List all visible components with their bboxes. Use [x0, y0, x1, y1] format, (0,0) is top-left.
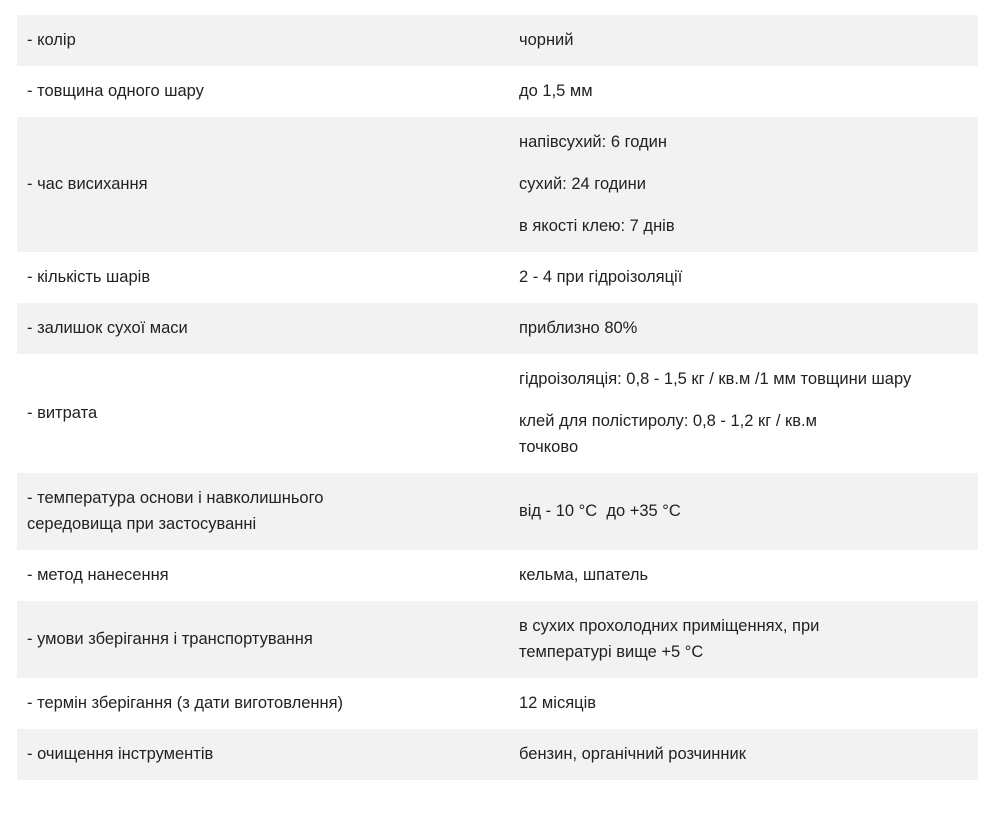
- spec-label: - товщина одного шару: [27, 82, 204, 100]
- spec-value: чорний: [519, 31, 574, 49]
- spec-label-cell: [17, 601, 519, 678]
- spec-label-cell: [17, 66, 519, 117]
- spec-value-cell: [519, 729, 978, 780]
- spec-label: - температура основи і навколишнього середовища при застосуванні: [27, 489, 324, 533]
- spec-label: - метод нанесення: [27, 566, 169, 584]
- spec-value-cell: [519, 66, 978, 117]
- spec-label-cell: [17, 354, 519, 473]
- spec-value: бензин, органічний розчинник: [519, 745, 746, 763]
- spec-label: - кількість шарів: [27, 268, 151, 286]
- spec-label-cell: [17, 252, 519, 303]
- spec-value-cell: [519, 117, 978, 252]
- specifications-table: [17, 15, 978, 780]
- spec-label-cell: [17, 15, 519, 66]
- spec-row-layer-count: [17, 252, 978, 303]
- spec-label: - час висихання: [27, 175, 148, 193]
- spec-value-cell: [519, 303, 978, 354]
- spec-row-drying-time: [17, 117, 978, 252]
- spec-row-color: [17, 15, 978, 66]
- spec-label: - термін зберігання (з дати виготовлення): [27, 694, 344, 712]
- spec-row-temperature: [17, 473, 978, 550]
- spec-value: гідроізоляція: 0,8 - 1,5 кг / кв.м /1 мм товщини шару: [519, 370, 912, 388]
- spec-row-consumption: [17, 354, 978, 473]
- spec-label: - очищення інструментів: [27, 745, 214, 763]
- spec-value: напівсухий: 6 годин: [519, 133, 668, 151]
- spec-label-cell: [17, 117, 519, 252]
- spec-label-cell: [17, 473, 519, 550]
- spec-value-cell: [519, 550, 978, 601]
- spec-value: кельма, шпатель: [519, 566, 649, 584]
- spec-value: в якості клею: 7 днів: [519, 217, 675, 235]
- spec-value: сухий: 24 години: [519, 175, 646, 193]
- spec-row-dry-residue: [17, 303, 978, 354]
- spec-value: приблизно 80%: [519, 319, 638, 337]
- spec-row-storage-conditions: [17, 601, 978, 678]
- spec-value-cell: [519, 252, 978, 303]
- spec-value-cell: [519, 678, 978, 729]
- spec-row-shelf-life: [17, 678, 978, 729]
- spec-label-cell: [17, 303, 519, 354]
- spec-label: - залишок сухої маси: [27, 319, 188, 337]
- spec-row-application-method: [17, 550, 978, 601]
- spec-row-layer-thickness: [17, 66, 978, 117]
- spec-value: в сухих прохолодних приміщеннях, при температурі вище +5 °C: [519, 617, 820, 661]
- spec-label: - витрата: [27, 404, 98, 422]
- spec-value: клей для полістиролу: 0,8 - 1,2 кг / кв.м точково: [519, 412, 817, 456]
- spec-value-cell: [519, 354, 978, 473]
- spec-value-cell: [519, 15, 978, 66]
- spec-value: до 1,5 мм: [519, 82, 593, 100]
- spec-value: 12 місяців: [519, 694, 597, 712]
- spec-row-tool-cleaning: [17, 729, 978, 780]
- spec-label: - колір: [27, 31, 76, 49]
- spec-value-cell: [519, 601, 978, 678]
- spec-label-cell: [17, 729, 519, 780]
- spec-label-cell: [17, 678, 519, 729]
- spec-value: від - 10 °C до +35 °C: [519, 502, 681, 520]
- spec-label-cell: [17, 550, 519, 601]
- spec-value: 2 - 4 при гідроізоляції: [519, 268, 683, 286]
- spec-value-cell: [519, 473, 978, 550]
- spec-label: - умови зберігання і транспортування: [27, 630, 313, 648]
